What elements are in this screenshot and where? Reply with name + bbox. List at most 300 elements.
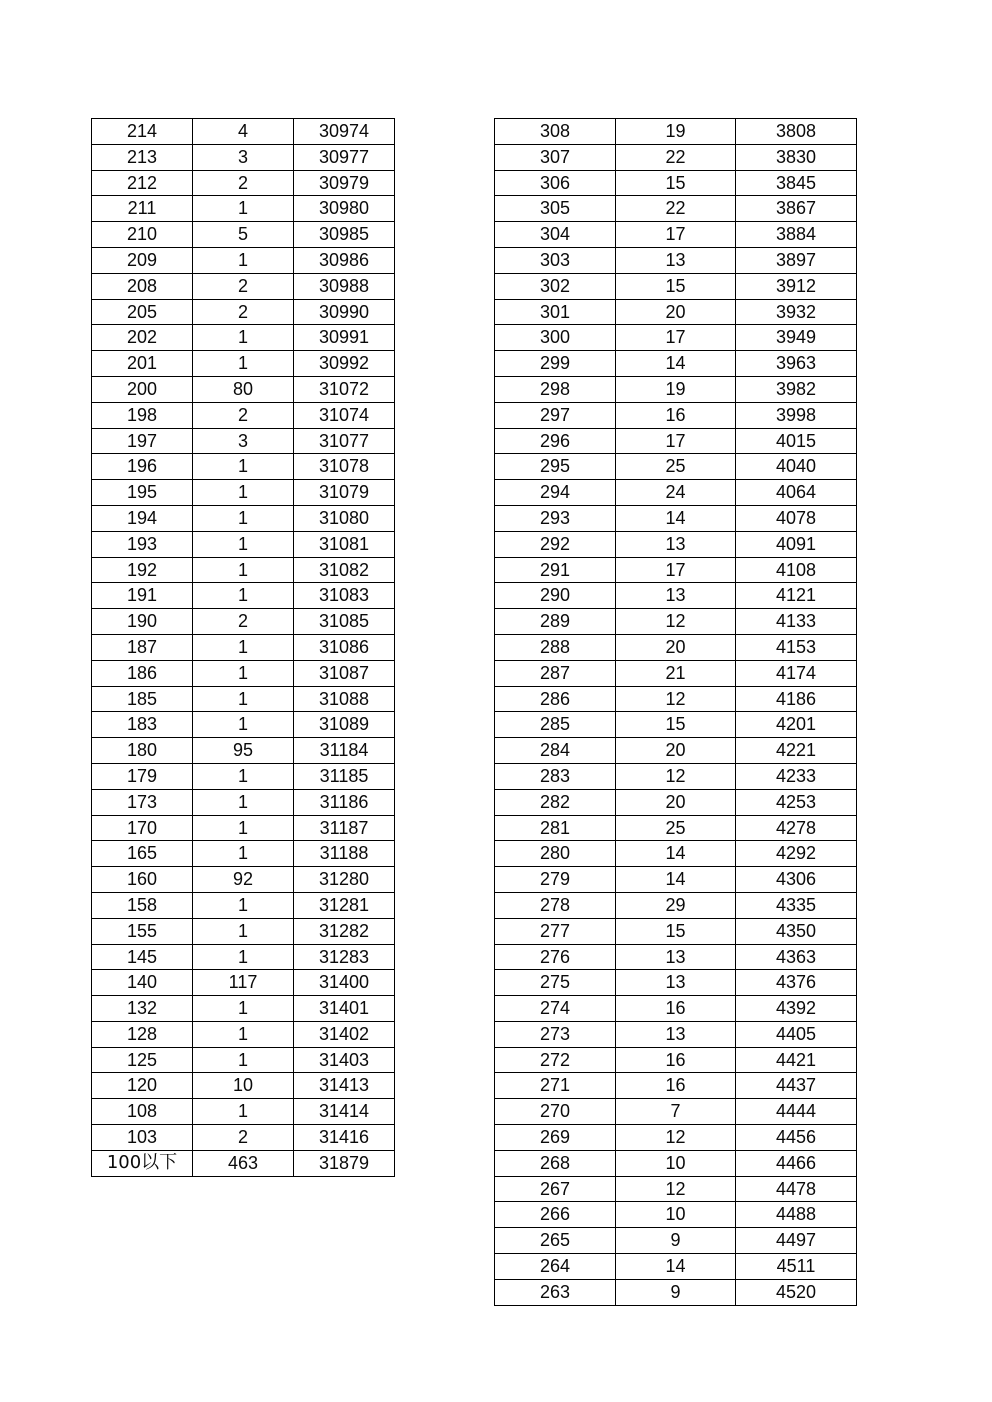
cumulative-count-cell: 4444 xyxy=(736,1099,857,1125)
cumulative-count-cell: 30977 xyxy=(294,144,395,170)
cumulative-count-cell: 3808 xyxy=(736,119,857,145)
table-row xyxy=(92,815,395,841)
score-cell: 120 xyxy=(92,1073,193,1099)
table-row xyxy=(495,1176,857,1202)
count-cell: 22 xyxy=(616,196,736,222)
score-cell: 303 xyxy=(495,247,616,273)
table-row xyxy=(92,712,395,738)
table-row xyxy=(495,196,857,222)
count-cell: 80 xyxy=(193,376,294,402)
count-cell: 16 xyxy=(616,996,736,1022)
table-row xyxy=(495,660,857,686)
count-cell: 16 xyxy=(616,1073,736,1099)
count-cell: 13 xyxy=(616,531,736,557)
cumulative-count-cell: 31184 xyxy=(294,738,395,764)
score-cell: 266 xyxy=(495,1202,616,1228)
cumulative-count-cell: 31078 xyxy=(294,454,395,480)
score-cell: 286 xyxy=(495,686,616,712)
cumulative-count-cell: 31074 xyxy=(294,402,395,428)
count-cell: 1 xyxy=(193,789,294,815)
table-row xyxy=(92,583,395,609)
cumulative-count-cell: 4221 xyxy=(736,738,857,764)
count-cell: 19 xyxy=(616,119,736,145)
cumulative-count-cell: 4201 xyxy=(736,712,857,738)
left-score-table xyxy=(91,118,395,1177)
score-cell: 211 xyxy=(92,196,193,222)
table-row xyxy=(92,918,395,944)
table-row xyxy=(495,454,857,480)
table-row xyxy=(92,1125,395,1151)
count-cell: 3 xyxy=(193,428,294,454)
count-cell: 1 xyxy=(193,712,294,738)
score-cell: 183 xyxy=(92,712,193,738)
cumulative-count-cell: 31188 xyxy=(294,841,395,867)
cumulative-count-cell: 3884 xyxy=(736,222,857,248)
cumulative-count-cell: 31413 xyxy=(294,1073,395,1099)
cumulative-count-cell: 31280 xyxy=(294,867,395,893)
score-cell: 186 xyxy=(92,660,193,686)
cumulative-count-cell: 4091 xyxy=(736,531,857,557)
score-cell: 125 xyxy=(92,1047,193,1073)
count-cell: 12 xyxy=(616,1125,736,1151)
score-cell: 179 xyxy=(92,763,193,789)
score-cell: 205 xyxy=(92,299,193,325)
count-cell: 15 xyxy=(616,273,736,299)
score-cell: 187 xyxy=(92,634,193,660)
count-cell: 12 xyxy=(616,686,736,712)
cumulative-count-cell: 31082 xyxy=(294,557,395,583)
table-row xyxy=(92,505,395,531)
table-row xyxy=(92,660,395,686)
count-cell: 1 xyxy=(193,247,294,273)
table-row xyxy=(92,299,395,325)
table-row xyxy=(92,789,395,815)
count-cell: 1 xyxy=(193,1021,294,1047)
score-cell: 208 xyxy=(92,273,193,299)
cumulative-count-cell: 31077 xyxy=(294,428,395,454)
score-cell: 192 xyxy=(92,557,193,583)
cumulative-count-cell: 4108 xyxy=(736,557,857,583)
cumulative-count-cell: 30986 xyxy=(294,247,395,273)
cumulative-count-cell: 4186 xyxy=(736,686,857,712)
table-row xyxy=(92,634,395,660)
count-cell: 1 xyxy=(193,634,294,660)
cumulative-count-cell: 30985 xyxy=(294,222,395,248)
cumulative-count-cell: 4456 xyxy=(736,1125,857,1151)
score-cell: 307 xyxy=(495,144,616,170)
score-cell: 292 xyxy=(495,531,616,557)
score-cell: 209 xyxy=(92,247,193,273)
table-row xyxy=(495,970,857,996)
count-cell: 1 xyxy=(193,351,294,377)
table-row xyxy=(92,196,395,222)
count-cell: 4 xyxy=(193,119,294,145)
cumulative-count-cell: 4133 xyxy=(736,609,857,635)
cumulative-count-cell: 4306 xyxy=(736,867,857,893)
count-cell: 2 xyxy=(193,609,294,635)
count-cell: 13 xyxy=(616,970,736,996)
count-cell: 10 xyxy=(616,1202,736,1228)
count-cell: 9 xyxy=(616,1228,736,1254)
table-row xyxy=(495,1228,857,1254)
score-cell: 160 xyxy=(92,867,193,893)
score-cell: 170 xyxy=(92,815,193,841)
cumulative-count-cell: 4511 xyxy=(736,1254,857,1280)
table-row xyxy=(495,712,857,738)
count-cell: 12 xyxy=(616,609,736,635)
count-cell: 1 xyxy=(193,686,294,712)
score-cell: 293 xyxy=(495,505,616,531)
count-cell: 15 xyxy=(616,918,736,944)
cumulative-count-cell: 30991 xyxy=(294,325,395,351)
table-row xyxy=(495,1099,857,1125)
count-cell: 2 xyxy=(193,402,294,428)
count-cell: 21 xyxy=(616,660,736,686)
score-cell: 263 xyxy=(495,1279,616,1305)
count-cell: 19 xyxy=(616,376,736,402)
score-cell: 289 xyxy=(495,609,616,635)
count-cell: 92 xyxy=(193,867,294,893)
cumulative-count-cell: 31081 xyxy=(294,531,395,557)
count-cell: 13 xyxy=(616,1021,736,1047)
table-row xyxy=(495,428,857,454)
count-cell: 2 xyxy=(193,1125,294,1151)
count-cell: 12 xyxy=(616,763,736,789)
score-cell: 278 xyxy=(495,892,616,918)
cumulative-count-cell: 4064 xyxy=(736,480,857,506)
table-row xyxy=(495,299,857,325)
count-cell: 14 xyxy=(616,867,736,893)
count-cell: 12 xyxy=(616,1176,736,1202)
table-row xyxy=(495,1254,857,1280)
cumulative-count-cell: 31072 xyxy=(294,376,395,402)
table-row xyxy=(495,247,857,273)
count-cell: 14 xyxy=(616,505,736,531)
score-cell: 158 xyxy=(92,892,193,918)
score-cell: 213 xyxy=(92,144,193,170)
cumulative-count-cell: 31879 xyxy=(294,1150,395,1176)
table-row xyxy=(495,531,857,557)
count-cell: 17 xyxy=(616,222,736,248)
score-cell: 270 xyxy=(495,1099,616,1125)
count-cell: 117 xyxy=(193,970,294,996)
left-score-table-body xyxy=(92,119,395,1177)
cumulative-count-cell: 3998 xyxy=(736,402,857,428)
cumulative-count-cell: 3963 xyxy=(736,351,857,377)
cumulative-count-cell: 4421 xyxy=(736,1047,857,1073)
count-cell: 17 xyxy=(616,325,736,351)
table-row xyxy=(495,867,857,893)
score-cell: 295 xyxy=(495,454,616,480)
score-cell: 197 xyxy=(92,428,193,454)
score-cell: 210 xyxy=(92,222,193,248)
count-cell: 9 xyxy=(616,1279,736,1305)
score-cell: 302 xyxy=(495,273,616,299)
score-cell: 304 xyxy=(495,222,616,248)
table-row xyxy=(495,892,857,918)
cumulative-count-cell: 4335 xyxy=(736,892,857,918)
score-cell: 173 xyxy=(92,789,193,815)
table-row xyxy=(92,1073,395,1099)
score-cell: 285 xyxy=(495,712,616,738)
count-cell: 17 xyxy=(616,428,736,454)
cumulative-count-cell: 31403 xyxy=(294,1047,395,1073)
score-cell: 300 xyxy=(495,325,616,351)
score-cell: 273 xyxy=(495,1021,616,1047)
table-row xyxy=(495,1021,857,1047)
score-cell: 281 xyxy=(495,815,616,841)
cumulative-count-cell: 31086 xyxy=(294,634,395,660)
cumulative-count-cell: 31281 xyxy=(294,892,395,918)
score-cell: 277 xyxy=(495,918,616,944)
count-cell: 20 xyxy=(616,634,736,660)
cumulative-count-cell: 4233 xyxy=(736,763,857,789)
table-row xyxy=(495,1279,857,1305)
count-cell: 1 xyxy=(193,531,294,557)
table-row xyxy=(495,789,857,815)
count-cell: 1 xyxy=(193,325,294,351)
count-cell: 1 xyxy=(193,480,294,506)
count-cell: 25 xyxy=(616,815,736,841)
cumulative-count-cell: 31414 xyxy=(294,1099,395,1125)
score-cell: 132 xyxy=(92,996,193,1022)
count-cell: 1 xyxy=(193,815,294,841)
table-row xyxy=(495,480,857,506)
cumulative-count-cell: 31080 xyxy=(294,505,395,531)
score-cell: 100以下 xyxy=(92,1150,193,1176)
cumulative-count-cell: 4392 xyxy=(736,996,857,1022)
right-score-table xyxy=(494,118,857,1306)
table-row xyxy=(92,247,395,273)
count-cell: 16 xyxy=(616,402,736,428)
cumulative-count-cell: 31416 xyxy=(294,1125,395,1151)
count-cell: 20 xyxy=(616,738,736,764)
table-row xyxy=(92,1021,395,1047)
count-cell: 1 xyxy=(193,996,294,1022)
score-cell: 190 xyxy=(92,609,193,635)
score-cell: 267 xyxy=(495,1176,616,1202)
count-cell: 1 xyxy=(193,505,294,531)
table-row xyxy=(495,505,857,531)
table-row xyxy=(495,996,857,1022)
table-row xyxy=(92,170,395,196)
table-row xyxy=(92,1047,395,1073)
score-cell: 196 xyxy=(92,454,193,480)
cumulative-count-cell: 4405 xyxy=(736,1021,857,1047)
count-cell: 14 xyxy=(616,1254,736,1280)
cumulative-count-cell: 30979 xyxy=(294,170,395,196)
count-cell: 25 xyxy=(616,454,736,480)
cumulative-count-cell: 3845 xyxy=(736,170,857,196)
score-cell: 265 xyxy=(495,1228,616,1254)
table-row xyxy=(495,763,857,789)
table-row xyxy=(92,557,395,583)
cumulative-count-cell: 31187 xyxy=(294,815,395,841)
score-cell: 283 xyxy=(495,763,616,789)
score-cell: 305 xyxy=(495,196,616,222)
cumulative-count-cell: 30992 xyxy=(294,351,395,377)
cumulative-count-cell: 4488 xyxy=(736,1202,857,1228)
count-cell: 15 xyxy=(616,712,736,738)
count-cell: 20 xyxy=(616,789,736,815)
table-row xyxy=(92,944,395,970)
score-cell: 140 xyxy=(92,970,193,996)
score-cell: 296 xyxy=(495,428,616,454)
score-cell: 155 xyxy=(92,918,193,944)
cumulative-count-cell: 30988 xyxy=(294,273,395,299)
table-row xyxy=(92,119,395,145)
count-cell: 1 xyxy=(193,1099,294,1125)
count-cell: 1 xyxy=(193,918,294,944)
count-cell: 24 xyxy=(616,480,736,506)
count-cell: 1 xyxy=(193,892,294,918)
score-cell: 108 xyxy=(92,1099,193,1125)
cumulative-count-cell: 4466 xyxy=(736,1150,857,1176)
cumulative-count-cell: 4292 xyxy=(736,841,857,867)
score-cell: 200 xyxy=(92,376,193,402)
score-cell: 269 xyxy=(495,1125,616,1151)
table-row xyxy=(495,273,857,299)
table-row xyxy=(495,583,857,609)
table-row xyxy=(92,531,395,557)
cumulative-count-cell: 3897 xyxy=(736,247,857,273)
score-cell: 288 xyxy=(495,634,616,660)
table-row xyxy=(495,402,857,428)
table-row xyxy=(92,970,395,996)
table-row xyxy=(92,1150,395,1176)
score-cell: 185 xyxy=(92,686,193,712)
cumulative-count-cell: 4437 xyxy=(736,1073,857,1099)
score-cell: 301 xyxy=(495,299,616,325)
score-cell: 282 xyxy=(495,789,616,815)
cumulative-count-cell: 3932 xyxy=(736,299,857,325)
score-cell: 165 xyxy=(92,841,193,867)
table-row xyxy=(92,144,395,170)
cumulative-count-cell: 4363 xyxy=(736,944,857,970)
table-row xyxy=(495,1150,857,1176)
count-cell: 14 xyxy=(616,841,736,867)
table-row xyxy=(92,402,395,428)
count-cell: 2 xyxy=(193,299,294,325)
cumulative-count-cell: 4478 xyxy=(736,1176,857,1202)
table-row xyxy=(495,1073,857,1099)
cumulative-count-cell: 30974 xyxy=(294,119,395,145)
count-cell: 463 xyxy=(193,1150,294,1176)
table-row xyxy=(92,867,395,893)
cumulative-count-cell: 3830 xyxy=(736,144,857,170)
table-row xyxy=(495,918,857,944)
score-cell: 180 xyxy=(92,738,193,764)
score-cell: 195 xyxy=(92,480,193,506)
cumulative-count-cell: 31282 xyxy=(294,918,395,944)
table-row xyxy=(495,815,857,841)
table-row xyxy=(495,738,857,764)
table-row xyxy=(92,454,395,480)
table-row xyxy=(92,480,395,506)
score-cell: 193 xyxy=(92,531,193,557)
score-cell: 103 xyxy=(92,1125,193,1151)
count-cell: 1 xyxy=(193,557,294,583)
score-cell: 308 xyxy=(495,119,616,145)
table-row xyxy=(92,273,395,299)
cumulative-count-cell: 30990 xyxy=(294,299,395,325)
table-row xyxy=(92,609,395,635)
cumulative-count-cell: 31083 xyxy=(294,583,395,609)
score-cell: 294 xyxy=(495,480,616,506)
score-cell: 264 xyxy=(495,1254,616,1280)
cumulative-count-cell: 4015 xyxy=(736,428,857,454)
table-row xyxy=(495,686,857,712)
score-cell: 272 xyxy=(495,1047,616,1073)
table-row xyxy=(495,609,857,635)
count-cell: 13 xyxy=(616,944,736,970)
count-cell: 7 xyxy=(616,1099,736,1125)
score-cell: 290 xyxy=(495,583,616,609)
score-cell: 275 xyxy=(495,970,616,996)
cumulative-count-cell: 31401 xyxy=(294,996,395,1022)
table-row xyxy=(495,557,857,583)
count-cell: 95 xyxy=(193,738,294,764)
count-cell: 1 xyxy=(193,660,294,686)
cumulative-count-cell: 4350 xyxy=(736,918,857,944)
table-row xyxy=(495,119,857,145)
table-row xyxy=(495,944,857,970)
table-row xyxy=(92,351,395,377)
count-cell: 3 xyxy=(193,144,294,170)
score-cell: 279 xyxy=(495,867,616,893)
cumulative-count-cell: 31185 xyxy=(294,763,395,789)
cumulative-count-cell: 4253 xyxy=(736,789,857,815)
table-row xyxy=(495,325,857,351)
count-cell: 1 xyxy=(193,583,294,609)
score-cell: 284 xyxy=(495,738,616,764)
score-cell: 274 xyxy=(495,996,616,1022)
table-row xyxy=(495,1202,857,1228)
count-cell: 16 xyxy=(616,1047,736,1073)
score-cell: 128 xyxy=(92,1021,193,1047)
count-cell: 10 xyxy=(616,1150,736,1176)
cumulative-count-cell: 31087 xyxy=(294,660,395,686)
count-cell: 1 xyxy=(193,841,294,867)
cumulative-count-cell: 3949 xyxy=(736,325,857,351)
table-row xyxy=(92,1099,395,1125)
table-row xyxy=(92,376,395,402)
score-cell: 297 xyxy=(495,402,616,428)
cumulative-count-cell: 31088 xyxy=(294,686,395,712)
count-cell: 1 xyxy=(193,454,294,480)
cumulative-count-cell: 31079 xyxy=(294,480,395,506)
count-cell: 5 xyxy=(193,222,294,248)
cumulative-count-cell: 3912 xyxy=(736,273,857,299)
count-cell: 10 xyxy=(193,1073,294,1099)
score-cell: 306 xyxy=(495,170,616,196)
table-row xyxy=(92,325,395,351)
count-cell: 13 xyxy=(616,583,736,609)
table-row xyxy=(92,428,395,454)
table-row xyxy=(92,763,395,789)
count-cell: 15 xyxy=(616,170,736,196)
cumulative-count-cell: 4121 xyxy=(736,583,857,609)
table-row xyxy=(92,686,395,712)
table-row xyxy=(495,634,857,660)
right-score-table-body xyxy=(495,119,857,1306)
score-cell: 298 xyxy=(495,376,616,402)
count-cell: 1 xyxy=(193,196,294,222)
score-cell: 145 xyxy=(92,944,193,970)
count-cell: 2 xyxy=(193,170,294,196)
table-row xyxy=(495,170,857,196)
score-cell: 299 xyxy=(495,351,616,377)
